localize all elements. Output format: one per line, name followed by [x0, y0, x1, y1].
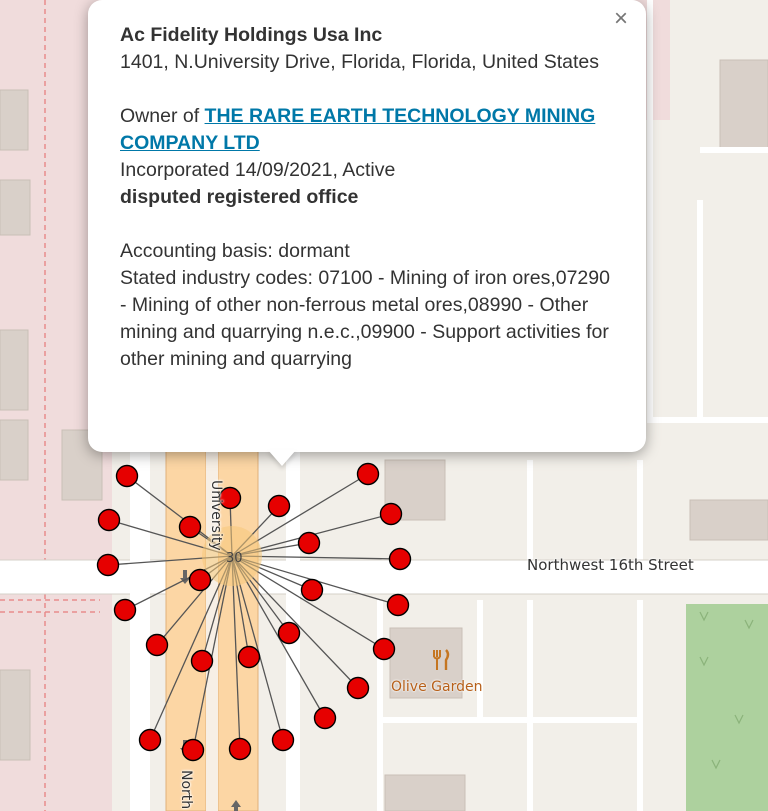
restaurant-fork-knife-icon[interactable] — [430, 648, 452, 670]
company-marker[interactable] — [299, 533, 320, 554]
company-marker[interactable] — [269, 496, 290, 517]
street-label-northwest-16th: Northwest 16th Street — [527, 556, 694, 574]
company-marker[interactable] — [273, 730, 294, 751]
company-marker[interactable] — [358, 464, 379, 485]
company-marker[interactable] — [99, 510, 120, 531]
popup-tip — [268, 450, 296, 466]
company-marker[interactable] — [180, 517, 201, 538]
office-flag: disputed registered office — [120, 186, 359, 208]
company-popup — [88, 0, 646, 452]
owner-name: Ac Fidelity Holdings Usa Inc — [120, 24, 383, 46]
company-marker[interactable] — [279, 623, 300, 644]
company-marker[interactable] — [388, 595, 409, 616]
company-marker[interactable] — [348, 678, 369, 699]
company-link[interactable]: THE RARE EARTH TECHNOLOGY MINING COMPANY LTD — [120, 105, 596, 154]
company-marker[interactable] — [117, 466, 138, 487]
accounting-basis: Accounting basis: dormant — [120, 240, 350, 262]
company-marker[interactable] — [230, 739, 251, 760]
company-marker[interactable] — [147, 635, 168, 656]
company-marker[interactable] — [374, 639, 395, 660]
close-icon[interactable]: × — [613, 5, 628, 32]
company-marker[interactable] — [381, 504, 402, 525]
incorporation-status: Incorporated 14/09/2021, Active — [120, 159, 396, 181]
company-marker[interactable] — [239, 647, 260, 668]
company-marker[interactable] — [390, 549, 411, 570]
company-marker[interactable] — [190, 570, 211, 591]
street-label-university: University — [208, 480, 224, 551]
poi-label-olive-garden[interactable]: Olive Garden — [391, 679, 483, 695]
company-marker[interactable] — [140, 730, 161, 751]
owner-prefix: Owner of — [120, 105, 200, 127]
company-marker[interactable] — [98, 555, 119, 576]
owner-address: 1401, N.University Drive, Florida, Florida, United States — [120, 51, 600, 73]
industry-codes: Stated industry codes: 07100 - Mining of iron ores,07290 - Mining of other non-ferrous metal ores,08990 - Other mining and quarrying n.e.c.,09900 - Support activities for other mining and quarrying — [120, 267, 610, 370]
company-marker[interactable] — [192, 651, 213, 672]
owner-of-line — [120, 103, 616, 157]
hub-count: 30 — [226, 551, 243, 566]
company-marker[interactable] — [302, 580, 323, 601]
company-marker[interactable] — [115, 600, 136, 621]
street-label-north: North — [178, 770, 194, 810]
park-area — [686, 604, 768, 811]
company-marker[interactable] — [183, 740, 204, 761]
company-marker[interactable] — [315, 708, 336, 729]
